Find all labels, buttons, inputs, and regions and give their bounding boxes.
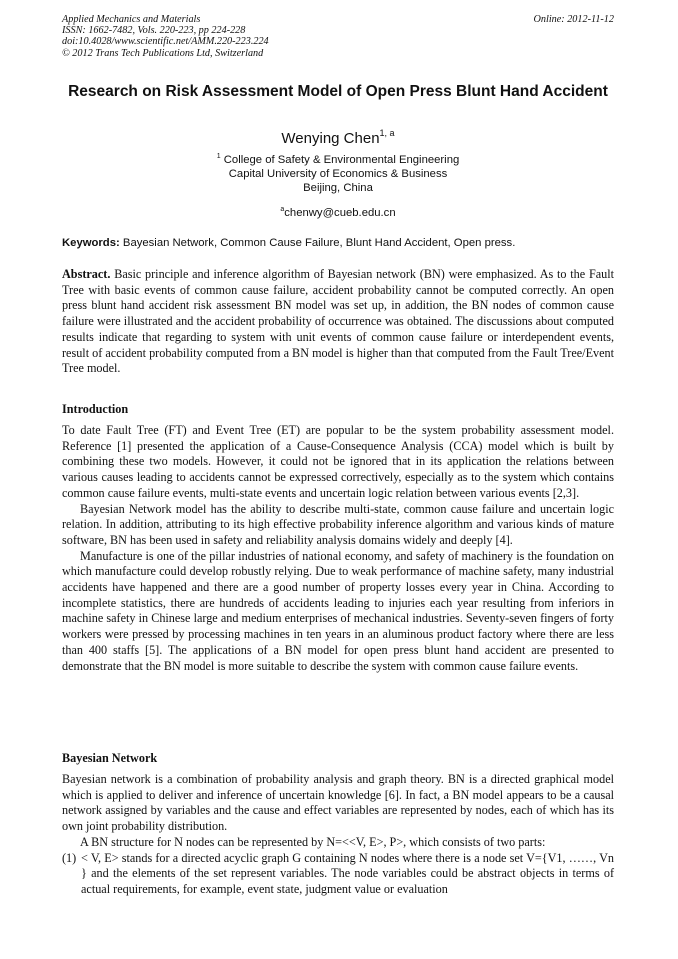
- doi-line: doi:10.4028/www.scientific.net/AMM.220-223.224: [62, 36, 269, 48]
- online-date: Online: 2012-11-12: [533, 14, 614, 25]
- bayesian-network-section: [62, 772, 614, 898]
- abstract-text: Basic principle and inference algorithm of Bayesian network (BN) were emphasized. As to the Fault Tree with basic events of common cause failure, accident probability cannot be computed correctly. An open press blunt hand accident risk assessment BN model was set up, in addition, the BN nodes of common cause failure were illustrated and the accident probability of occurrence was obtained. The discussions about computed results indicate that regarding to system with unit events of common cause failure or interdependent events, result of accident probability computed from a BN model is higher than that computed from the Fault Tree/Event Tree model.: [62, 267, 614, 376]
- author-superscript: 1, a: [379, 128, 395, 138]
- section-heading-bayesian-network: Bayesian Network: [62, 751, 158, 765]
- issn-line: ISSN: 1662-7482, Vols. 220-223, pp 224-228: [62, 25, 246, 37]
- bn-list-item-1: [62, 851, 614, 898]
- author-line: [62, 124, 614, 148]
- author-email: [62, 203, 614, 220]
- list-item-number: (1): [62, 850, 77, 865]
- intro-paragraph-1: To date Fault Tree (FT) and Event Tree (ET) are popular to be the system probability assessment model. Reference [1] presented the application of a Cause-Consequence Analysis (CCA) model which is built by combining these two models. However, it could not be ignored that in its application the relations between various causes leading to accidents cannot be expressed correctively, especially as to the system which contains common cause failure events, multi-state events and uncertain logic relation between various events [2,3].: [62, 423, 614, 500]
- abstract: [62, 267, 614, 377]
- email-address: chenwy@cueb.edu.cn: [284, 207, 396, 219]
- journal-name: Applied Mechanics and Materials: [62, 14, 201, 25]
- keywords-text: Bayesian Network, Common Cause Failure, Blunt Hand Accident, Open press.: [122, 237, 516, 249]
- affiliation: [62, 150, 614, 195]
- keywords-label: Keywords:: [62, 237, 120, 249]
- introduction-section: [62, 423, 614, 674]
- bn-paragraph-2: A BN structure for N nodes can be represented by N=<<V, E>, P>, which consists of two parts:: [80, 834, 546, 849]
- email-superscript: a: [280, 206, 285, 213]
- copyright-line: © 2012 Trans Tech Publications Ltd, Switzerland: [62, 47, 264, 59]
- paper-title: Research on Risk Assessment Model of Open Press Blunt Hand Accident: [68, 83, 608, 100]
- affiliation-superscript: 1: [216, 153, 221, 160]
- keywords: [62, 236, 614, 250]
- affiliation-line-3: Beijing, China: [303, 182, 373, 194]
- section-heading-introduction: Introduction: [62, 402, 129, 416]
- bn-list-item-1-text: < V, E> stands for a directed acyclic graph G containing N nodes where there is a node set V={V1, ……, Vn } and the elements of the set represent variables. The node variables could be abstract objects in terms of actual requirements, for example, event state, judgment value or evaluation: [81, 850, 614, 896]
- intro-paragraph-2: Bayesian Network model has the ability to describe multi-state, common cause failure and uncertain logic relation. In addition, attributing to its high effective probability inference algorithm and various kinds of mature software, BN has been used in safety and reliability analysis domains widely and deeply [4].: [62, 501, 614, 547]
- bn-paragraph-1: Bayesian network is a combination of probability analysis and graph theory. BN is a directed graphical model which is applied to deliver and inference of uncertain knowledge [6]. In fact, a BN model appears to be a causal network assigned by variables and the cause and effect variables are represented by nodes, each of which has its own joint probability distribution.: [62, 772, 614, 834]
- abstract-label: Abstract.: [62, 267, 111, 281]
- affiliation-line-2: Capital University of Economics & Business: [228, 168, 448, 180]
- author-name: Wenying Chen: [281, 130, 380, 147]
- intro-paragraph-3: Manufacture is one of the pillar industries of national economy, and safety of machinery is the foundation on which manufacture could develop robustly relying. Due to weak performance of machine safety, many industrial accidents have happened and there are a good number of property losses every year in China. According to incomplete statistics, there are hundreds of accidents leading to injuries each year resulting from inferiors in machine safety in Chinese large and medium enterprises of mechanical industries. Seventy-seven fingers of forty workers were pressed by processing machines in ten years in an aluminous product factory where there are less than 400 staffs [5]. The applications of a BN model for open press blunt hand accident are presented to demonstrate that the BN model is more suitable to describe the system with common cause failure events.: [62, 548, 614, 673]
- affiliation-line-1: College of Safety & Environmental Engineering: [223, 154, 460, 166]
- journal-header: [62, 14, 614, 59]
